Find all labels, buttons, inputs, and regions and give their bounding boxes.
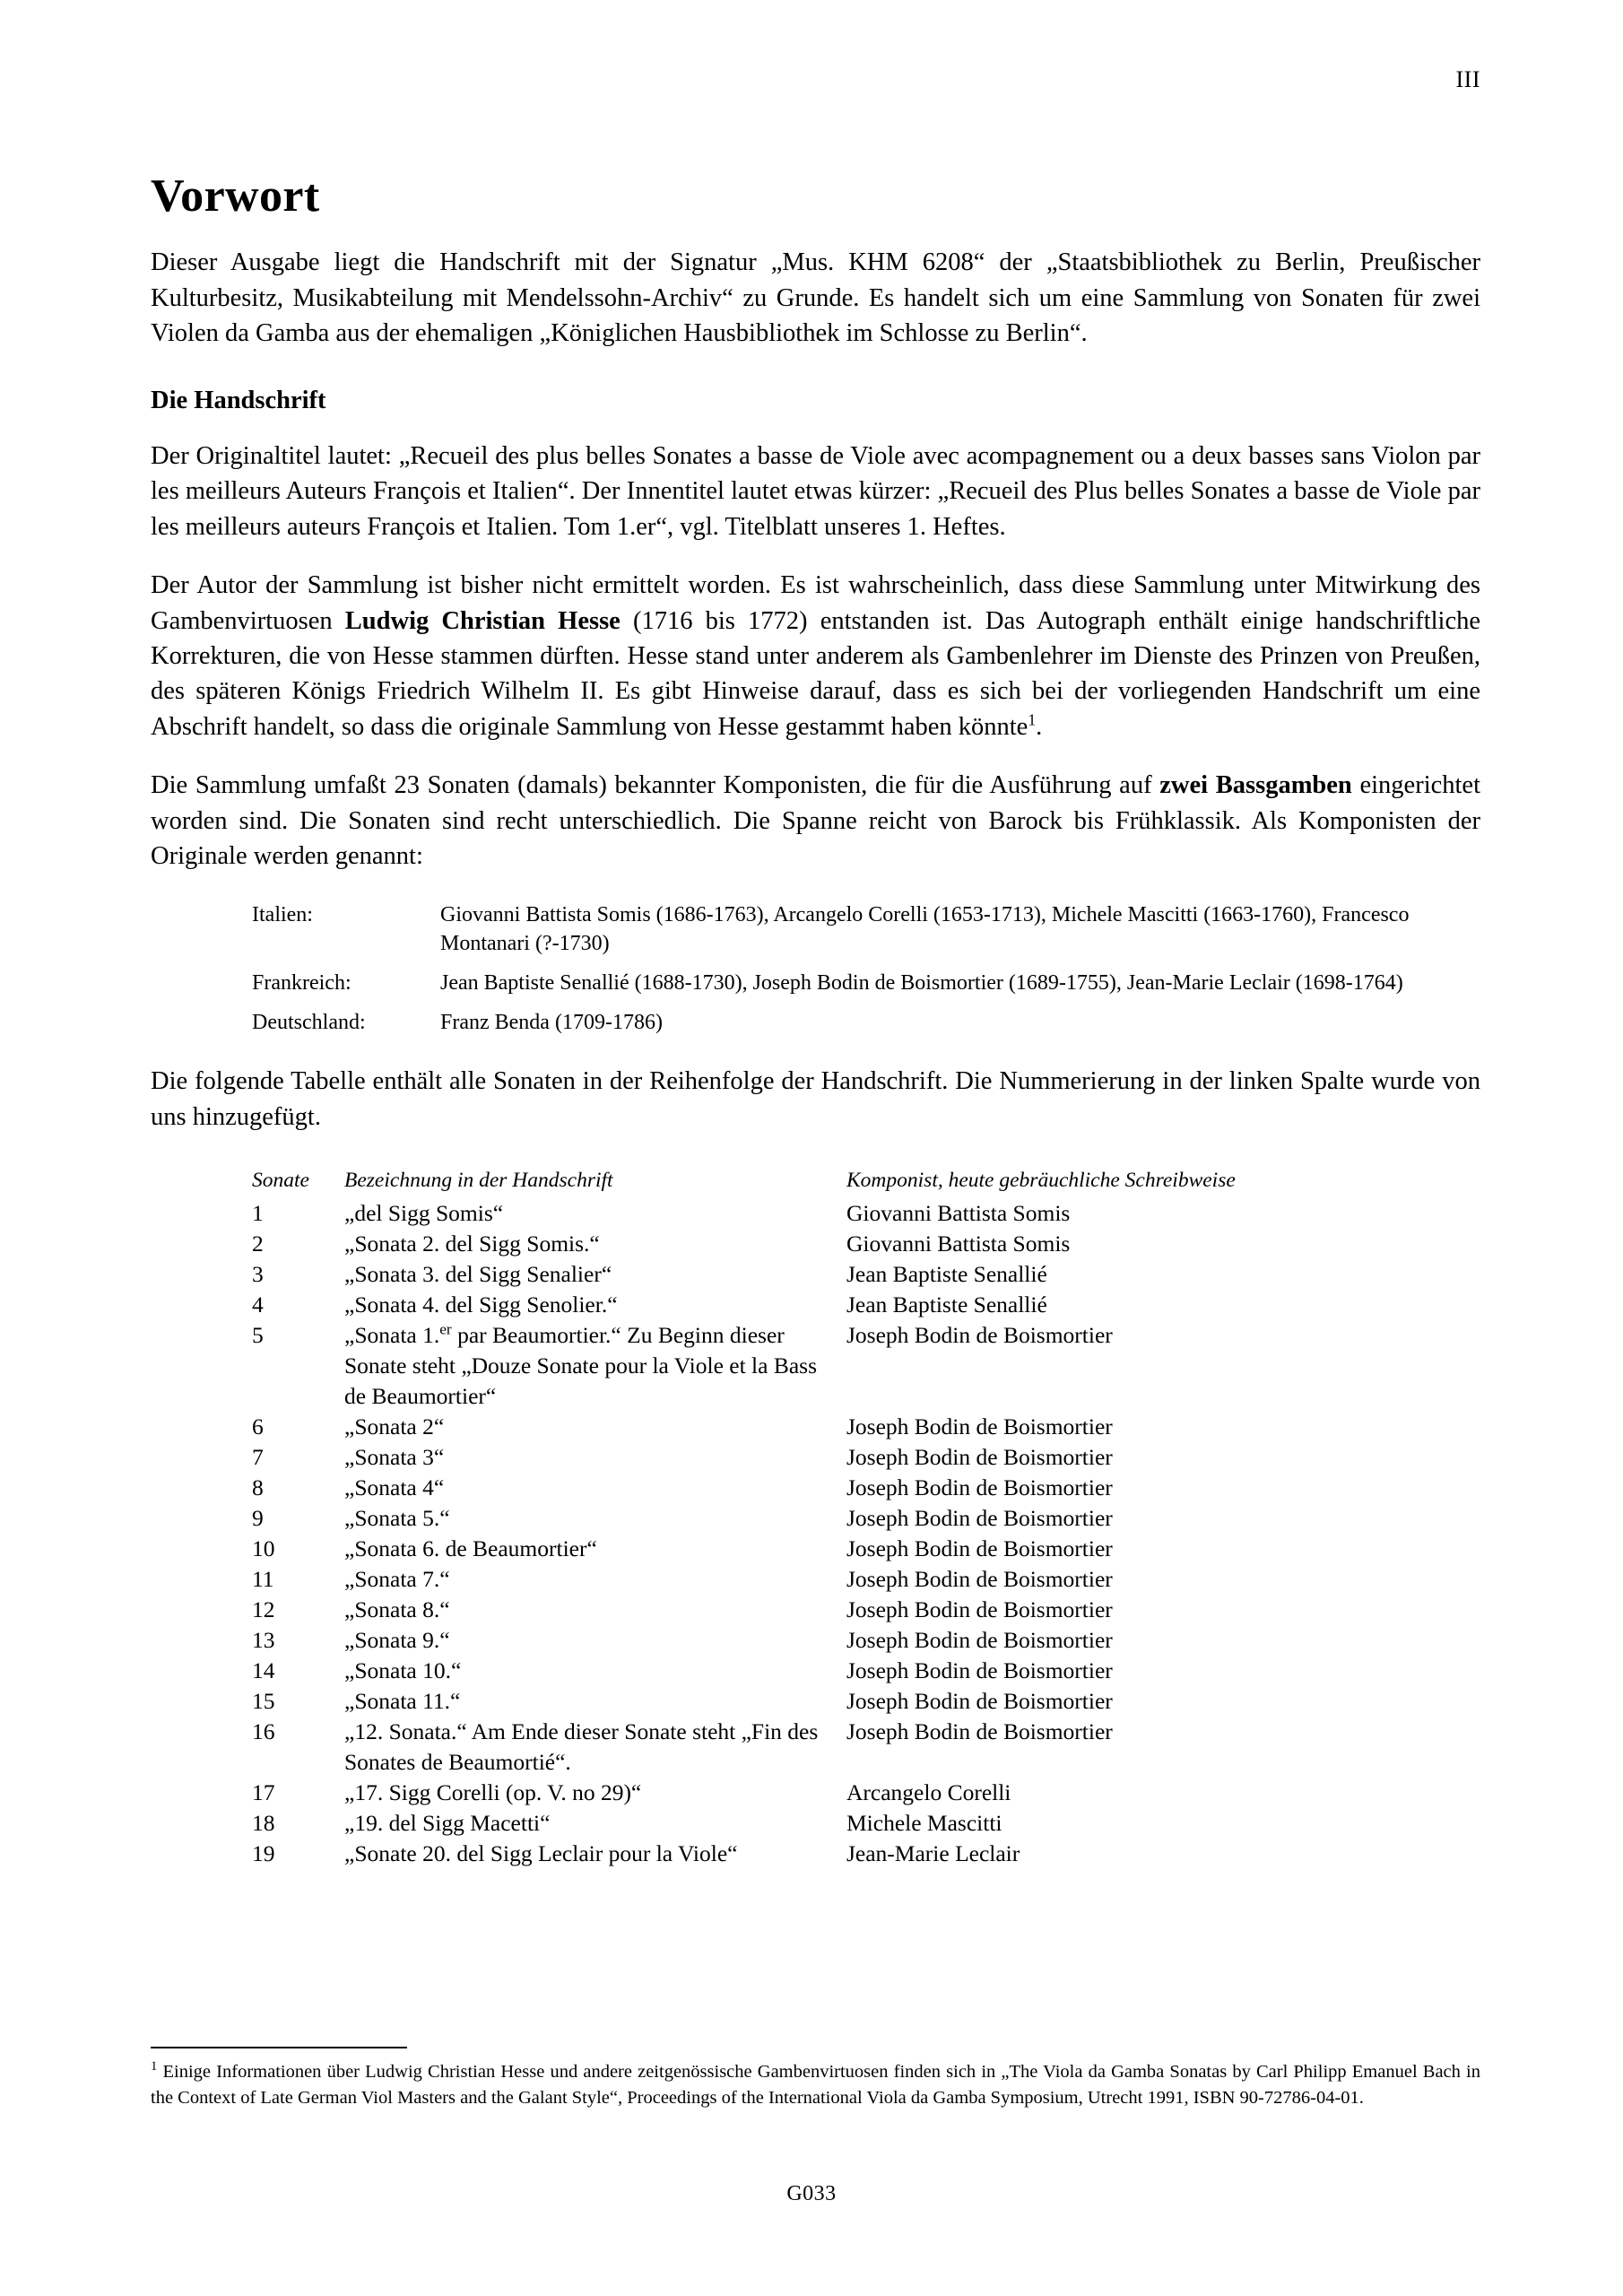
sonata-number: 19 (252, 1840, 275, 1867)
paragraph-collection-part3: eingerichtet worden sind. Die Sonaten sind recht unterschiedlich. Die Spanne reicht von Barock bis Frühklassik. Als Komponisten der Originale werden genannt: (151, 771, 1480, 871)
sonata-description: „Sonata 7.“ (344, 1566, 450, 1593)
footnote-text: Einige Informationen über Ludwig Christian Hesse und andere zeitgenössische Gambenvirtuosen finden sich in „The Viola da Gamba Sonatas by Carl Philipp Emanuel Bach in the Context of Late German Viol Masters and the Galant Style“, Proceedings of the International Viola da Gamba Symposium, Utrecht 1991, ISBN 90-72786-04-01. (151, 2062, 1480, 2109)
sonata-description: „17. Sigg Corelli (op. V. no 29)“ (344, 1779, 642, 1806)
sonata-description: „Sonata 8.“ (344, 1596, 450, 1623)
sonata-number: 18 (252, 1810, 275, 1837)
sonata-description: „Sonata 3“ (344, 1443, 445, 1470)
sonata-composer: Michele Mascitti (846, 1810, 1002, 1837)
sonata-table-row (252, 1625, 1480, 1656)
country-label: Italien: (252, 902, 313, 926)
sonata-number: 1 (252, 1199, 264, 1226)
sonata-table-body (252, 1198, 1480, 1870)
paragraph-author (151, 568, 1480, 744)
sonata-composer: Joseph Bodin de Boismortier (846, 1566, 1113, 1593)
column-header-komponist: Komponist, heute gebräuchliche Schreibweise (846, 1169, 1236, 1193)
sonata-description: „Sonata 3. del Sigg Senalier“ (344, 1260, 612, 1287)
country-composer-names: Giovanni Battista Somis (1686-1763), Arcangelo Corelli (1653-1713), Michele Mascitti (1663-1760), Francesco Montanari (?-1730) (440, 902, 1410, 955)
sonata-description: „Sonata 10.“ (344, 1657, 462, 1684)
sonata-number: 17 (252, 1779, 275, 1806)
country-entry (252, 970, 1480, 998)
running-head-page-number: III (1455, 66, 1480, 92)
sonata-description: „Sonata 1.$^{er}$ par Beaumortier.“ Zu Beginn dieser Sonate steht „Douze Sonate pour la Viole et la Bass de Beaumortier“ (344, 1320, 817, 1409)
sonata-description: „Sonata 4“ (344, 1474, 445, 1500)
country-label: Frankreich: (252, 970, 352, 995)
column-header-sonate: Sonate (252, 1169, 309, 1193)
sonata-table-row (252, 1595, 1480, 1625)
sonata-description: „19. del Sigg Macetti“ (344, 1810, 551, 1837)
intro-paragraph (151, 245, 1480, 351)
sonata-table-row (252, 1198, 1480, 1229)
sonata-table-row (252, 1656, 1480, 1686)
sonata-number: 6 (252, 1413, 264, 1439)
sonata-table-row (252, 1778, 1480, 1808)
paragraph-table-intro-text: Die folgende Tabelle enthält alle Sonaten in der Reihenfolge der Handschrift. Die Nummerierung in der linken Spalte wurde von uns hinzugefügt. (151, 1067, 1480, 1131)
sonata-description: „Sonata 2. del Sigg Somis.“ (344, 1230, 600, 1257)
sonata-description: „del Sigg Somis“ (344, 1199, 504, 1226)
subheading-die-handschrift: Die Handschrift (151, 386, 326, 414)
sonata-description: „Sonata 5.“ (344, 1505, 450, 1532)
sonata-composer: Joseph Bodin de Boismortier (846, 1596, 1113, 1623)
sonata-table-row (252, 1839, 1480, 1869)
sonata-composer: Joseph Bodin de Boismortier (846, 1535, 1113, 1562)
sonata-table-row (252, 1473, 1480, 1503)
footnote-separator-rule (151, 2047, 407, 2048)
sonata-table-row (252, 1503, 1480, 1534)
sonata-table-row (252, 1534, 1480, 1564)
paragraph-table-intro (151, 1064, 1480, 1135)
sonata-description: „Sonata 11.“ (344, 1688, 461, 1715)
emphasis-bassgamben: Bassgamben (1215, 771, 1352, 800)
sonata-composer: Jean-Marie Leclair (846, 1840, 1020, 1867)
sonata-table-row (252, 1259, 1480, 1290)
sonata-number: 11 (252, 1566, 274, 1593)
paragraph-original-title (151, 439, 1480, 544)
document-content (151, 170, 1480, 1869)
sonata-composer: Giovanni Battista Somis (846, 1199, 1071, 1226)
sonata-composer: Joseph Bodin de Boismortier (846, 1443, 1113, 1470)
paragraph-author-part1: Der Autor der Sammlung ist bisher nicht ermittelt worden. Es ist wahrscheinlich, dass diese Sammlung unter Mitwirkung des Gambenvirtuosen (151, 571, 1480, 635)
sonata-number: 15 (252, 1688, 275, 1715)
sonata-composer: Joseph Bodin de Boismortier (846, 1718, 1113, 1745)
page-footer-code: G033 (786, 2182, 837, 2205)
sonata-description: „Sonata 4. del Sigg Senolier.“ (344, 1291, 618, 1318)
country-entry (252, 1009, 1480, 1038)
country-entry (252, 901, 1480, 959)
sonata-description: „Sonate 20. del Sigg Leclair pour la Viole“ (344, 1840, 738, 1867)
country-composer-names: Jean Baptiste Senallié (1688-1730), Joseph Bodin de Boismortier (1689-1755), Jean-Marie Leclair (1698-1764) (440, 970, 1403, 995)
sonata-composer: Jean Baptiste Senallié (846, 1291, 1047, 1318)
paragraph-original-title-text: Der Originaltitel lautet: „Recueil des plus belles Sonates a basse de Viole avec acompagnement ou a deux basses sans Violon par les meilleurs Auteurs François et Italien“. Der Innentitel lautet etwas kürzer: „Recueil des Plus belles Sonates a basse de Viole par les meilleurs auteurs François et Italien. Tom 1.er“, vgl. Titelblatt unseres 1. Heftes. (151, 441, 1480, 541)
page-title: Vorwort (151, 170, 320, 222)
sonata-number: 12 (252, 1596, 275, 1623)
sonata-table-header-row (252, 1167, 1480, 1195)
footnote-1 (151, 2059, 1480, 2111)
paragraph-collection (151, 768, 1480, 874)
sonata-composer: Joseph Bodin de Boismortier (846, 1413, 1113, 1439)
sonata-table-row (252, 1808, 1480, 1839)
sonata-table-row (252, 1320, 1480, 1412)
sonata-number: 10 (252, 1535, 275, 1562)
composer-name-hesse: Ludwig Christian Hesse (344, 606, 621, 635)
emphasis-zwei: zwei (1159, 771, 1209, 800)
sonata-number: 8 (252, 1474, 264, 1500)
sonata-number: 9 (252, 1505, 264, 1532)
paragraph-author-part3: . (1036, 712, 1043, 741)
sonata-number: 7 (252, 1443, 264, 1470)
intro-paragraph-text: Dieser Ausgabe liegt die Handschrift mit der Signatur „Mus. KHM 6208“ der „Staatsbibliothek zu Berlin, Preußischer Kulturbesitz, Musikabteilung mit Mendelssohn-Archiv“ zu Grunde. Es handelt sich um eine Sammlung von Sonaten für zwei Violen da Gamba aus der ehemaligen „Königlichen Hausbibliothek im Schlosse zu Berlin“. (151, 248, 1480, 348)
sonata-composer: Joseph Bodin de Boismortier (846, 1627, 1113, 1654)
sonata-composer: Arcangelo Corelli (846, 1779, 1011, 1806)
sonata-composer: Joseph Bodin de Boismortier (846, 1474, 1113, 1500)
sonata-table-row (252, 1442, 1480, 1473)
sonata-table-row (252, 1229, 1480, 1259)
footnote-marker: 1 (151, 2059, 158, 2074)
sonata-table-row (252, 1717, 1480, 1778)
paragraph-collection-part1: Die Sammlung umfaßt 23 Sonaten (damals) bekannter Komponisten, die für die Ausführung auf (151, 771, 1160, 800)
sonata-number: 5 (252, 1321, 264, 1348)
column-header-bezeichnung: Bezeichnung in der Handschrift (344, 1169, 613, 1193)
sonata-number: 13 (252, 1627, 275, 1654)
sonata-composer: Joseph Bodin de Boismortier (846, 1657, 1113, 1684)
sonata-number: 16 (252, 1718, 275, 1745)
sonata-number: 3 (252, 1260, 264, 1287)
sonata-table (151, 1167, 1480, 1869)
sonata-number: 4 (252, 1291, 264, 1318)
sonata-composer: Giovanni Battista Somis (846, 1230, 1071, 1257)
sonata-table-row (252, 1412, 1480, 1442)
paragraph-author-part2: (1716 bis 1772) entstanden ist. Das Autograph enthält einige handschriftliche Korrekturen, die von Hesse stammen dürften. Hesse stand unter anderem als Gambenlehrer im Dienste des Prinzen von Preußen, des späteren Königs Friedrich Wilhelm II. Es gibt Hinweise darauf, dass es sich bei der vorliegenden Handschrift um eine Abschrift handelt, so dass die originale Sammlung von Hesse gestammt haben könnte (151, 606, 1480, 741)
superscript-ordinal: er (439, 1320, 452, 1338)
sonata-composer: Joseph Bodin de Boismortier (846, 1321, 1113, 1348)
sonata-number: 2 (252, 1230, 264, 1257)
sonata-table-row (252, 1290, 1480, 1320)
footnote-block (151, 2047, 1480, 2111)
sonata-number: 14 (252, 1657, 275, 1684)
footnote-reference-1[interactable]: 1 (1028, 710, 1037, 729)
sonata-description: „Sonata 6. de Beaumortier“ (344, 1535, 597, 1562)
sonata-description: „Sonata 9.“ (344, 1627, 450, 1654)
sonata-description: „12. Sonata.“ Am Ende dieser Sonate steht „Fin des Sonates de Beaumortié“. (344, 1718, 819, 1776)
sonata-description: „Sonata 2“ (344, 1413, 445, 1439)
sonata-composer: Jean Baptiste Senallié (846, 1260, 1047, 1287)
paragraph-collection-space (1208, 771, 1216, 799)
composers-by-country-list (151, 901, 1480, 1038)
country-label: Deutschland: (252, 1010, 366, 1034)
sonata-table-row (252, 1686, 1480, 1717)
sonata-composer: Joseph Bodin de Boismortier (846, 1505, 1113, 1532)
sonata-table-row (252, 1564, 1480, 1595)
country-composer-names: Franz Benda (1709-1786) (440, 1010, 663, 1034)
sonata-composer: Joseph Bodin de Boismortier (846, 1688, 1113, 1715)
